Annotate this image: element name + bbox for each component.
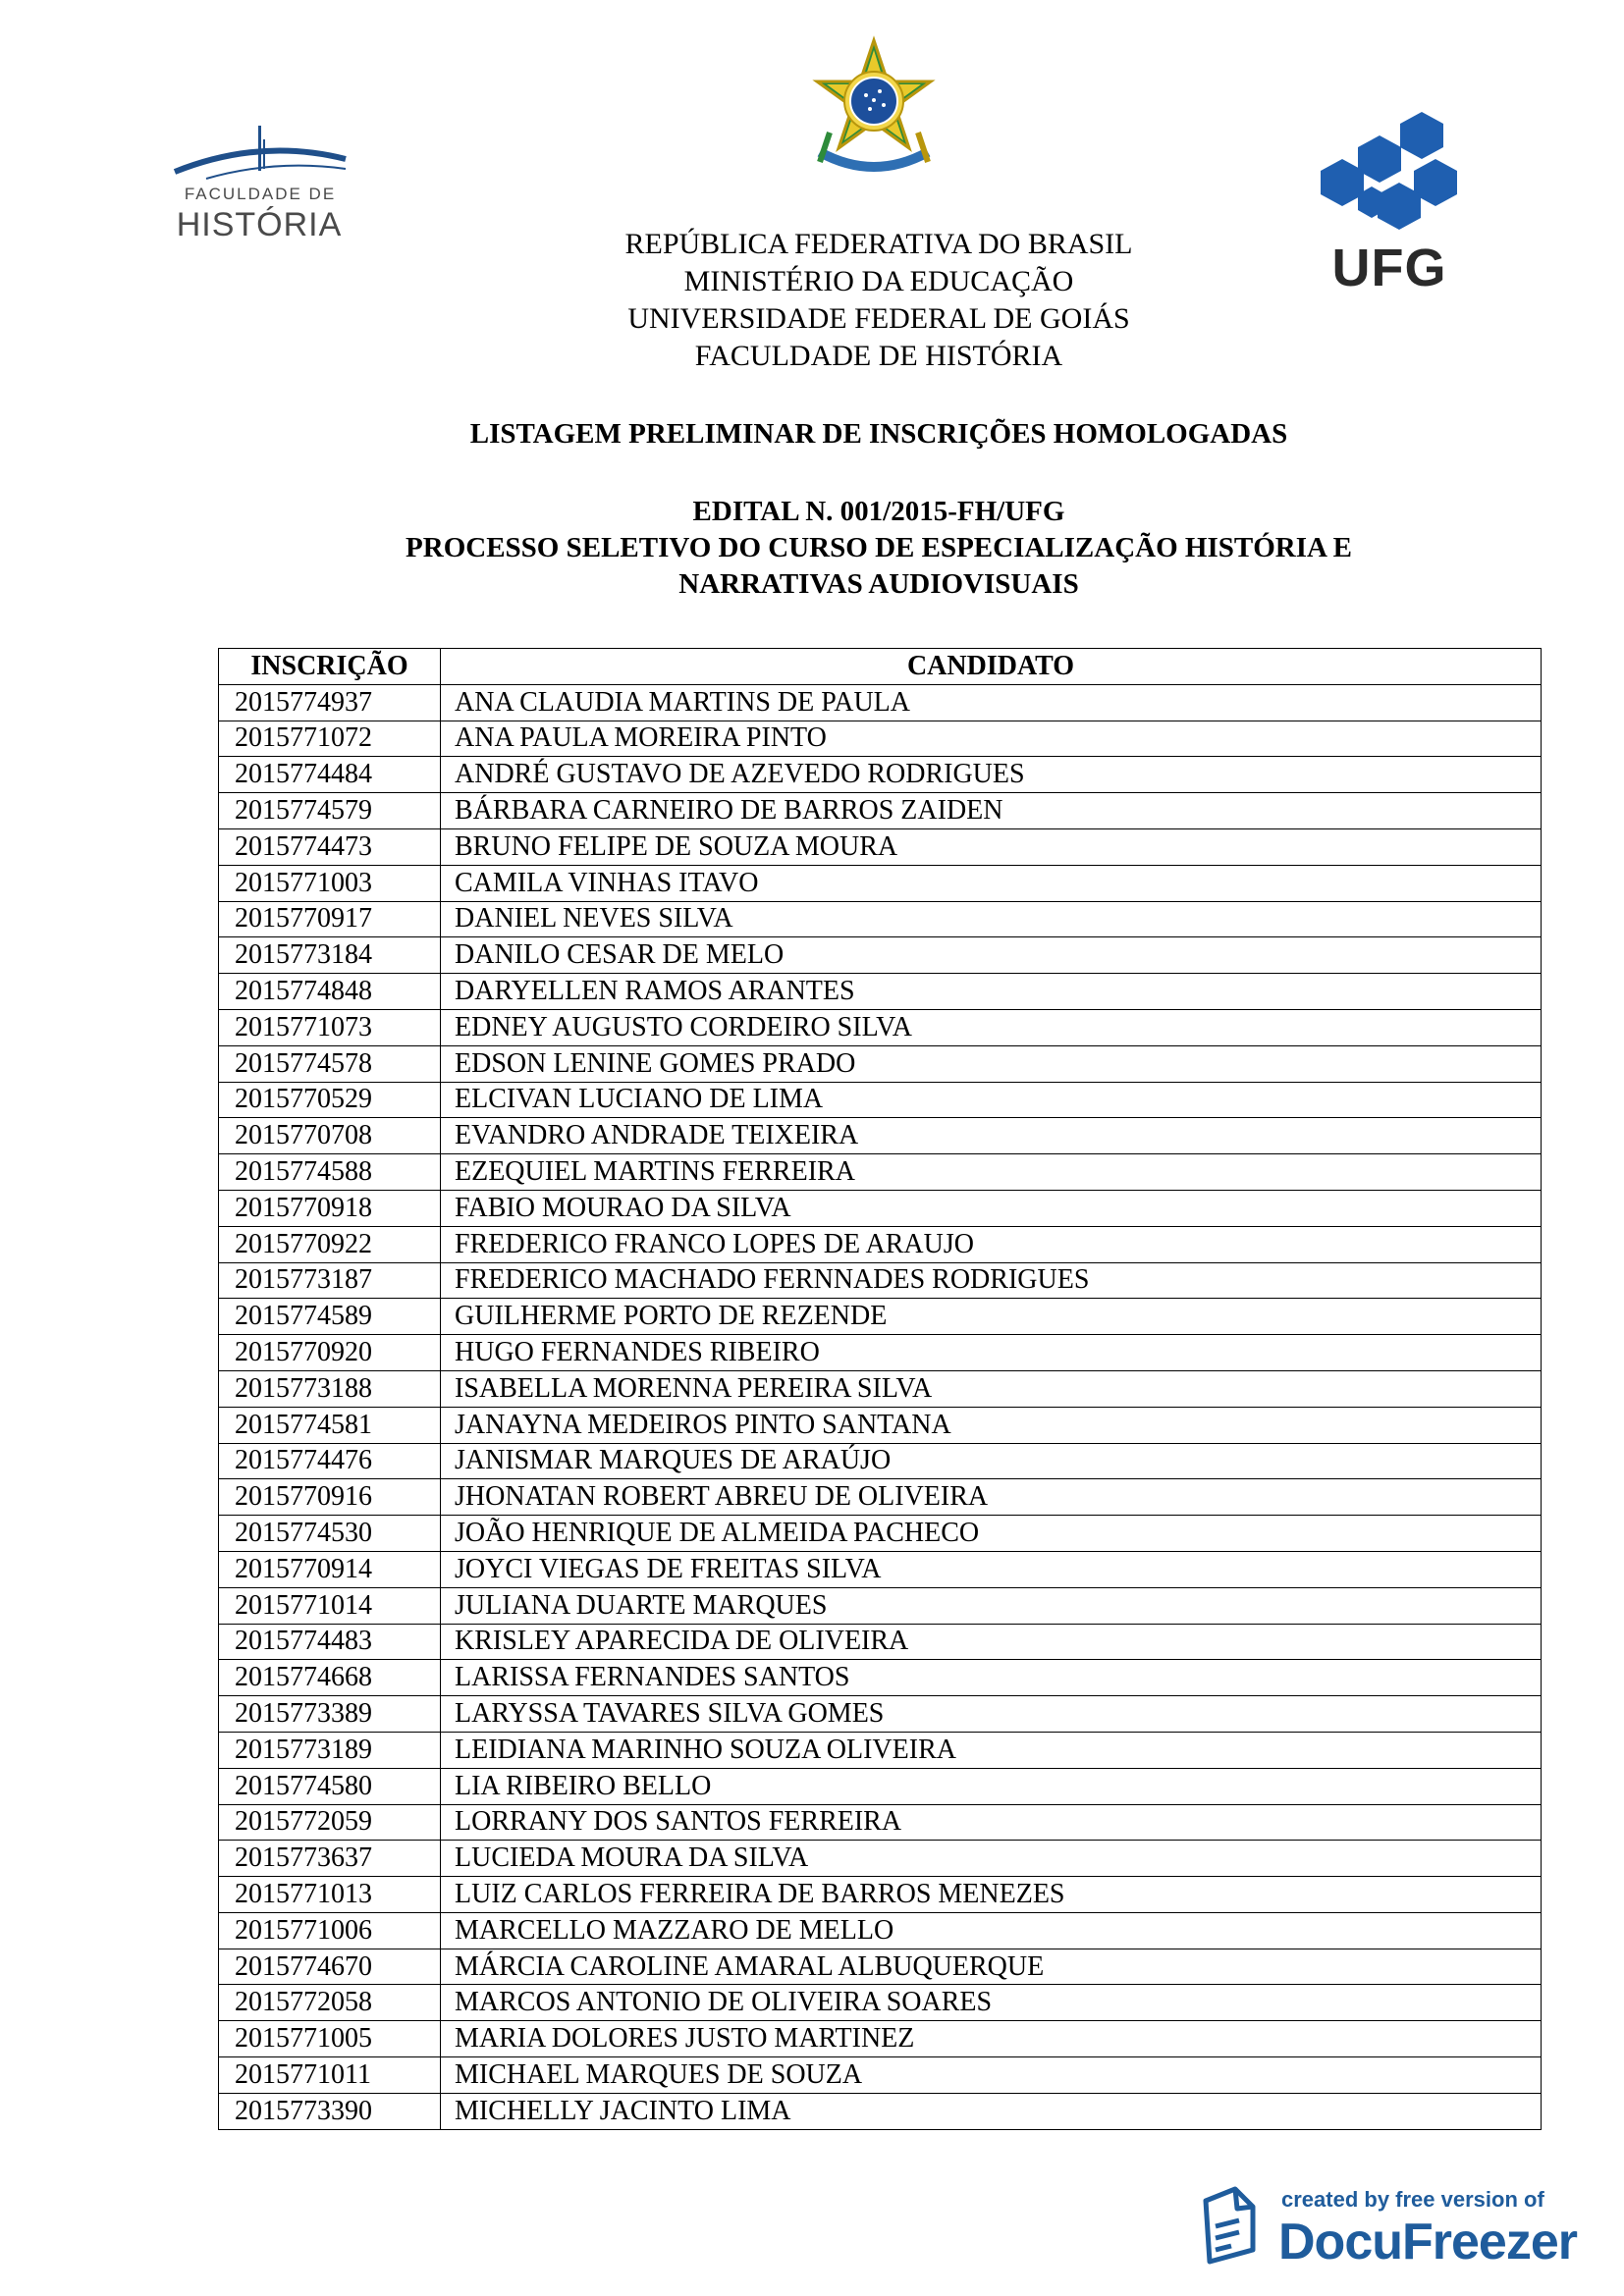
candidato-cell: MARCELLO MAZZARO DE MELLO — [441, 1912, 1542, 1949]
candidato-cell: LIA RIBEIRO BELLO — [441, 1768, 1542, 1804]
inscricao-cell: 2015770914 — [219, 1551, 441, 1587]
inscricao-cell: 2015772059 — [219, 1804, 441, 1841]
inscricao-cell: 2015773187 — [219, 1262, 441, 1299]
table-row — [219, 1479, 1542, 1516]
candidato-cell: HUGO FERNANDES RIBEIRO — [441, 1335, 1542, 1371]
docufreezer-logo-icon — [1188, 2181, 1267, 2269]
candidato-cell: LUIZ CARLOS FERREIRA DE BARROS MENEZES — [441, 1877, 1542, 1913]
inscricao-cell: 2015774580 — [219, 1768, 441, 1804]
inscricao-cell: 2015771014 — [219, 1587, 441, 1624]
candidato-cell: EDSON LENINE GOMES PRADO — [441, 1045, 1542, 1082]
edital-line-2: PROCESSO SELETIVO DO CURSO DE ESPECIALIZAÇÃO HISTÓRIA E — [406, 532, 1352, 563]
inscricao-cell: 2015770708 — [219, 1118, 441, 1154]
candidato-cell: FREDERICO MACHADO FERNNADES RODRIGUES — [441, 1262, 1542, 1299]
inscricao-cell: 2015774578 — [219, 1045, 441, 1082]
logo-text-big: HISTÓRIA — [176, 206, 343, 243]
ufg-logo-text: UFG — [1331, 239, 1447, 297]
candidato-cell: LUCIEDA MOURA DA SILVA — [441, 1841, 1542, 1877]
candidato-cell: DARYELLEN RAMOS ARANTES — [441, 974, 1542, 1010]
table-row — [219, 1732, 1542, 1768]
inscricao-cell: 2015774670 — [219, 1949, 441, 1985]
candidato-cell: MARIA DOLORES JUSTO MARTINEZ — [441, 2021, 1542, 2057]
table-row — [219, 1551, 1542, 1587]
inscricao-cell: 2015770920 — [219, 1335, 441, 1371]
table-row — [219, 1118, 1542, 1154]
candidato-cell: MARCOS ANTONIO DE OLIVEIRA SOARES — [441, 1985, 1542, 2021]
inscricao-cell: 2015774589 — [219, 1299, 441, 1335]
candidato-cell: LARISSA FERNANDES SANTOS — [441, 1660, 1542, 1696]
candidato-cell: ISABELLA MORENNA PEREIRA SILVA — [441, 1370, 1542, 1407]
table-row — [219, 1768, 1542, 1804]
inscricao-cell: 2015774581 — [219, 1407, 441, 1443]
table-row — [219, 1299, 1542, 1335]
table-row — [219, 1587, 1542, 1624]
institution-line-2: MINISTÉRIO DA EDUCAÇÃO — [683, 265, 1074, 297]
header-inscricao: INSCRIÇÃO — [219, 649, 441, 685]
candidato-cell: JANISMAR MARQUES DE ARAÚJO — [441, 1443, 1542, 1479]
inscricao-cell: 2015771005 — [219, 2021, 441, 2057]
table-row — [219, 1370, 1542, 1407]
candidato-cell: CAMILA VINHAS ITAVO — [441, 865, 1542, 901]
table-row — [219, 1912, 1542, 1949]
candidato-cell: JOYCI VIEGAS DE FREITAS SILVA — [441, 1551, 1542, 1587]
inscricao-cell: 2015774473 — [219, 828, 441, 865]
inscricao-cell: 2015773637 — [219, 1841, 441, 1877]
inscricao-cell: 2015770922 — [219, 1226, 441, 1262]
table-row — [219, 1624, 1542, 1660]
inscricao-cell: 2015770916 — [219, 1479, 441, 1516]
inscricao-cell: 2015772058 — [219, 1985, 441, 2021]
table-row — [219, 1443, 1542, 1479]
institution-line-3: UNIVERSIDADE FEDERAL DE GOIÁS — [627, 302, 1130, 335]
inscricao-cell: 2015773188 — [219, 1370, 441, 1407]
inscricao-cell: 2015770918 — [219, 1190, 441, 1226]
candidato-cell: JANAYNA MEDEIROS PINTO SANTANA — [441, 1407, 1542, 1443]
table-row — [219, 2021, 1542, 2057]
candidato-cell: FABIO MOURAO DA SILVA — [441, 1190, 1542, 1226]
inscricao-cell: 2015771072 — [219, 721, 441, 757]
candidato-cell: ELCIVAN LUCIANO DE LIMA — [441, 1082, 1542, 1118]
candidato-cell: MICHELLY JACINTO LIMA — [441, 2093, 1542, 2129]
table-row — [219, 1804, 1542, 1841]
inscricao-cell: 2015774588 — [219, 1154, 441, 1191]
inscricao-cell: 2015774483 — [219, 1624, 441, 1660]
table-row — [219, 757, 1542, 793]
table-row — [219, 1407, 1542, 1443]
table-row — [219, 901, 1542, 937]
watermark-brand: DocuFreezer — [1278, 2214, 1577, 2270]
candidato-cell: LORRANY DOS SANTOS FERREIRA — [441, 1804, 1542, 1841]
candidato-cell: BRUNO FELIPE DE SOUZA MOURA — [441, 828, 1542, 865]
edital-line-3: NARRATIVAS AUDIOVISUAIS — [678, 568, 1079, 600]
candidato-cell: DANILO CESAR DE MELO — [441, 937, 1542, 974]
inscricao-cell: 2015773189 — [219, 1732, 441, 1768]
table-row — [219, 974, 1542, 1010]
institution-line-4: FACULDADE DE HISTÓRIA — [694, 340, 1063, 372]
candidato-cell: JHONATAN ROBERT ABREU DE OLIVEIRA — [441, 1479, 1542, 1516]
arc-logo-icon — [167, 118, 353, 187]
hexagon-logo-icon — [1321, 110, 1458, 238]
candidates-table — [218, 648, 1542, 2130]
table-row — [219, 828, 1542, 865]
inscricao-cell: 2015771073 — [219, 1009, 441, 1045]
table-row — [219, 1949, 1542, 1985]
candidato-cell: GUILHERME PORTO DE REZENDE — [441, 1299, 1542, 1335]
table-row — [219, 1841, 1542, 1877]
candidato-cell: EZEQUIEL MARTINS FERREIRA — [441, 1154, 1542, 1191]
inscricao-cell: 2015771006 — [219, 1912, 441, 1949]
watermark-small-text: created by free version of — [1281, 2187, 1544, 2212]
table-row — [219, 865, 1542, 901]
table-row — [219, 1877, 1542, 1913]
inscricao-cell: 2015770529 — [219, 1082, 441, 1118]
candidato-cell: ANA PAULA MOREIRA PINTO — [441, 721, 1542, 757]
table-row — [219, 684, 1542, 721]
edital-line-1: EDITAL N. 001/2015-FH/UFG — [692, 496, 1065, 527]
inscricao-cell: 2015771011 — [219, 2057, 441, 2094]
institution-header — [491, 226, 1267, 375]
faculdade-historia-logo — [167, 118, 353, 265]
logo-text-small: FACULDADE DE — [184, 185, 337, 203]
table-row — [219, 1516, 1542, 1552]
candidato-cell: LARYSSA TAVARES SILVA GOMES — [441, 1696, 1542, 1733]
candidato-cell: KRISLEY APARECIDA DE OLIVEIRA — [441, 1624, 1542, 1660]
table-row — [219, 1009, 1542, 1045]
candidato-cell: MICHAEL MARQUES DE SOUZA — [441, 2057, 1542, 2094]
inscricao-cell: 2015774476 — [219, 1443, 441, 1479]
inscricao-cell: 2015773184 — [219, 937, 441, 974]
table-row — [219, 1985, 1542, 2021]
brazil-coat-of-arms-icon — [800, 34, 947, 191]
candidato-cell: LEIDIANA MARINHO SOUZA OLIVEIRA — [441, 1732, 1542, 1768]
docufreezer-watermark — [1188, 2169, 1600, 2277]
table-row — [219, 2057, 1542, 2094]
inscricao-cell: 2015774937 — [219, 684, 441, 721]
candidato-cell: EVANDRO ANDRADE TEIXEIRA — [441, 1118, 1542, 1154]
table-row — [219, 2093, 1542, 2129]
table-row — [219, 1262, 1542, 1299]
table-row — [219, 793, 1542, 829]
table-row — [219, 1660, 1542, 1696]
candidato-cell: FREDERICO FRANCO LOPES DE ARAUJO — [441, 1226, 1542, 1262]
candidato-cell: JOÃO HENRIQUE DE ALMEIDA PACHECO — [441, 1516, 1542, 1552]
candidato-cell: BÁRBARA CARNEIRO DE BARROS ZAIDEN — [441, 793, 1542, 829]
candidato-cell: ANA CLAUDIA MARTINS DE PAULA — [441, 684, 1542, 721]
table-row — [219, 937, 1542, 974]
table-row — [219, 1082, 1542, 1118]
inscricao-cell: 2015773389 — [219, 1696, 441, 1733]
table-row — [219, 1335, 1542, 1371]
inscricao-cell: 2015773390 — [219, 2093, 441, 2129]
inscricao-cell: 2015774848 — [219, 974, 441, 1010]
candidato-cell: JULIANA DUARTE MARQUES — [441, 1587, 1542, 1624]
table-row — [219, 1154, 1542, 1191]
table-row — [219, 721, 1542, 757]
candidato-cell: ANDRÉ GUSTAVO DE AZEVEDO RODRIGUES — [441, 757, 1542, 793]
ufg-logo — [1321, 110, 1458, 296]
listing-title: LISTAGEM PRELIMINAR DE INSCRIÇÕES HOMOLOGADAS — [469, 418, 1288, 450]
table-row — [219, 1190, 1542, 1226]
table-body — [219, 684, 1542, 2129]
table-row — [219, 1045, 1542, 1082]
inscricao-cell: 2015774668 — [219, 1660, 441, 1696]
inscricao-cell: 2015771003 — [219, 865, 441, 901]
table-row — [219, 1696, 1542, 1733]
inscricao-cell: 2015771013 — [219, 1877, 441, 1913]
inscricao-cell: 2015770917 — [219, 901, 441, 937]
table-row — [219, 1226, 1542, 1262]
header-candidato: CANDIDATO — [441, 649, 1542, 685]
institution-line-1: REPÚBLICA FEDERATIVA DO BRASIL — [624, 228, 1133, 260]
inscricao-cell: 2015774530 — [219, 1516, 441, 1552]
inscricao-cell: 2015774579 — [219, 793, 441, 829]
candidato-cell: DANIEL NEVES SILVA — [441, 901, 1542, 937]
candidato-cell: MÁRCIA CAROLINE AMARAL ALBUQUERQUE — [441, 1949, 1542, 1985]
candidato-cell: EDNEY AUGUSTO CORDEIRO SILVA — [441, 1009, 1542, 1045]
edital-heading — [245, 494, 1512, 603]
table-header-row — [219, 649, 1542, 685]
inscricao-cell: 2015774484 — [219, 757, 441, 793]
